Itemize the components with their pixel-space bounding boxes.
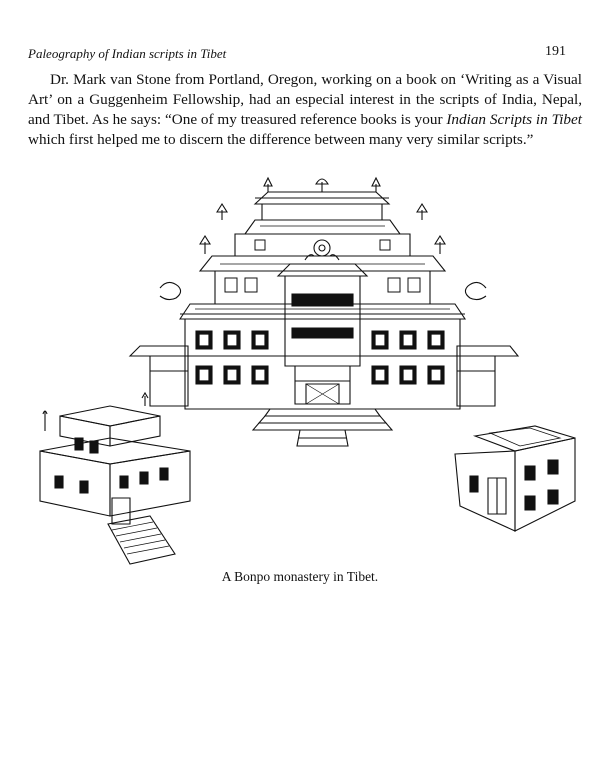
page-number: 191 [545,44,566,59]
running-head: Paleography of Indian scripts in Tibet [28,46,227,61]
body-text-part2: which first helped me to discern the difference between many very similar scripts.” [28,131,534,148]
body-paragraph [28,70,582,150]
monastery-illustration [0,176,600,566]
book-title: Indian Scripts in Tibet [446,111,582,128]
main-temple [130,178,518,446]
right-building [455,426,575,531]
left-building [40,393,190,564]
figure-caption: A Bonpo monastery in Tibet. [221,569,379,584]
body-text-part1: Dr. Mark van Stone from Portland, Oregon, working on a book on ‘Writing as a Visual Art’ on a Guggenheim Fellowship, had an especial interest in the scripts of India, Nepal, and Tibet. As he says: “One of my treasured reference books is your [28,71,582,128]
